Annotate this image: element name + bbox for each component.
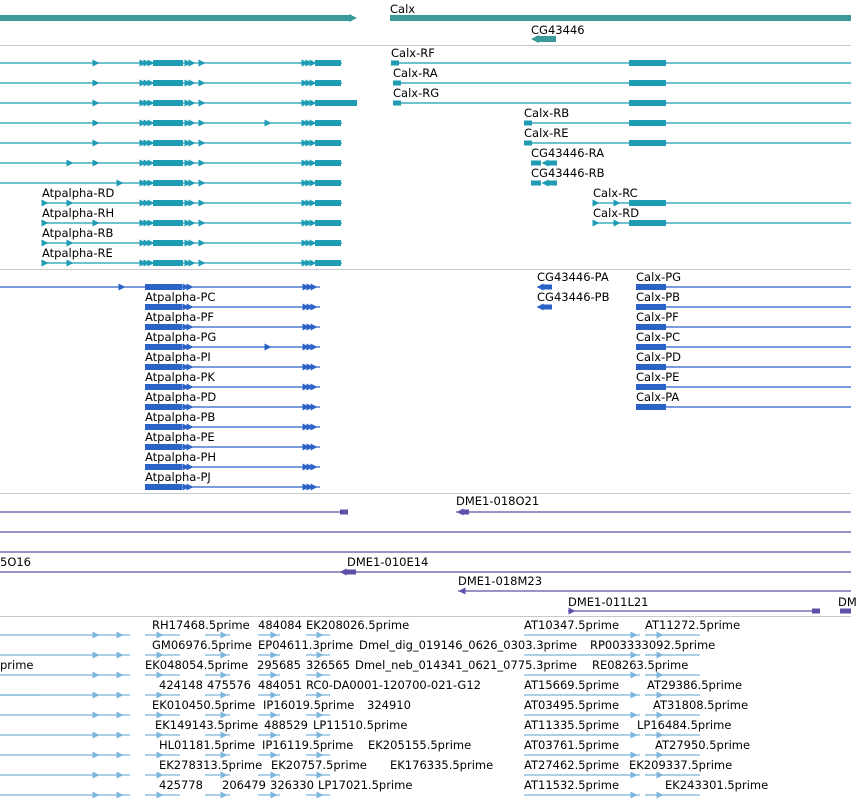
strand-arrow — [42, 260, 49, 267]
strand-arrow — [199, 240, 206, 247]
track-separator — [0, 493, 851, 494]
exon-block — [629, 100, 666, 106]
est-label[interactable]: EK149143.5prime — [155, 718, 259, 732]
est-track — [0, 632, 700, 799]
transcript-label[interactable]: Calx-RA — [393, 66, 438, 80]
est-label[interactable]: EK205155.5prime — [368, 738, 472, 752]
exon-block — [153, 240, 183, 246]
strand-arrow — [117, 792, 124, 799]
est-label[interactable]: LP16484.5prime — [637, 718, 732, 732]
exon-block — [531, 181, 541, 186]
strand-arrow — [631, 792, 638, 799]
strand-arrow — [537, 304, 544, 311]
strand-arrow — [189, 140, 196, 147]
strand-arrow — [93, 80, 100, 87]
exon-block — [153, 80, 183, 86]
strand-arrow — [93, 772, 100, 779]
est-label[interactable]: EK278313.5prime — [159, 758, 263, 772]
est-label[interactable]: 484084 — [258, 618, 302, 632]
cdna-label[interactable]: DME1-011L21 — [568, 595, 649, 609]
transcript-label[interactable]: Calx-RG — [393, 86, 440, 100]
exon-block — [315, 200, 341, 206]
transcript-label[interactable]: CG43446-RA — [531, 146, 605, 160]
strand-arrow — [311, 444, 318, 451]
strand-arrow — [199, 120, 206, 127]
strand-arrow — [199, 100, 206, 107]
strand-arrow — [93, 732, 100, 739]
exon-block — [153, 220, 183, 226]
cdna-label[interactable]: DM — [838, 595, 857, 609]
strand-arrow — [631, 772, 638, 779]
strand-arrow — [311, 404, 318, 411]
protein-label[interactable]: Atpalpha-PE — [145, 430, 215, 444]
est-label[interactable]: 326330 — [270, 778, 314, 792]
est-label[interactable]: IP16119.5prime — [262, 738, 354, 752]
est-label[interactable]: LP17021.5prime — [318, 778, 413, 792]
est-label[interactable]: EK20757.5prime — [271, 758, 367, 772]
protein-label[interactable]: CG43446-PA — [537, 270, 609, 284]
exon-block — [629, 60, 666, 66]
gene-track — [0, 14, 851, 43]
est-label[interactable]: AT27462.5prime — [524, 758, 620, 772]
strand-arrow — [189, 260, 196, 267]
strand-arrow — [119, 284, 126, 291]
transcript-label[interactable]: Atpalpha-RD — [42, 186, 115, 200]
strand-arrow — [117, 752, 124, 759]
exon-block — [524, 121, 532, 126]
strand-arrow — [93, 652, 100, 659]
strand-arrow — [199, 220, 206, 227]
strand-arrow — [93, 692, 100, 699]
strand-arrow — [199, 140, 206, 147]
exon-block — [543, 305, 552, 310]
est-label[interactable]: RH17468.5prime — [152, 618, 250, 632]
est-label[interactable]: AT29386.5prime — [647, 678, 743, 692]
exon-block — [315, 160, 341, 166]
strand-arrow — [349, 14, 357, 22]
protein-label[interactable]: CG43446-PB — [537, 290, 610, 304]
exon-block — [524, 141, 532, 146]
strand-arrow — [189, 220, 196, 227]
strand-arrow — [157, 792, 164, 799]
protein-label[interactable]: Atpalpha-PG — [145, 330, 217, 344]
exon-block — [462, 510, 469, 515]
gene-label-calx[interactable]: Calx — [390, 2, 416, 16]
est-label[interactable]: 206479 — [222, 778, 266, 792]
strand-arrow — [93, 160, 100, 167]
strand-arrow — [93, 792, 100, 799]
strand-arrow — [117, 772, 124, 779]
protein-label[interactable]: Atpalpha-PC — [145, 290, 216, 304]
transcript-label[interactable]: Calx-RD — [593, 206, 640, 220]
transcript-label[interactable]: Atpalpha-RB — [42, 226, 114, 240]
est-label[interactable]: 475576 — [207, 678, 251, 692]
strand-arrow — [189, 120, 196, 127]
est-label[interactable]: prime — [0, 658, 34, 672]
strand-arrow — [189, 80, 196, 87]
strand-arrow — [187, 484, 194, 491]
strand-arrow — [199, 200, 206, 207]
strand-arrow — [189, 100, 196, 107]
exon-block — [629, 220, 666, 226]
cdna-label[interactable]: DME1-018O21 — [456, 494, 540, 508]
exon-block — [0, 15, 352, 21]
exon-block — [315, 60, 341, 66]
exon-block — [315, 80, 341, 86]
exon-block — [315, 220, 341, 226]
exon-block — [636, 404, 666, 410]
strand-arrow — [117, 652, 124, 659]
est-label[interactable]: 295685 — [257, 658, 301, 672]
strand-arrow — [93, 672, 100, 679]
transcript-label[interactable]: Atpalpha-RH — [42, 206, 115, 220]
strand-arrow — [189, 200, 196, 207]
strand-arrow — [199, 60, 206, 67]
est-label[interactable]: Dmel_dig_019146_0626_0303.3prime — [359, 638, 578, 652]
strand-arrow — [93, 100, 100, 107]
strand-arrow — [311, 344, 318, 351]
protein-label[interactable]: Calx-PA — [636, 390, 680, 404]
strand-arrow — [117, 180, 124, 187]
protein-label[interactable]: Atpalpha-PB — [145, 410, 216, 424]
transcript-label[interactable]: CG43446-RB — [531, 166, 605, 180]
cdna-label[interactable]: DME1-018M23 — [458, 574, 543, 588]
strand-arrow — [311, 364, 318, 371]
strand-arrow — [311, 464, 318, 471]
strand-arrow — [265, 344, 272, 351]
est-label[interactable]: EK010450.5prime — [152, 698, 256, 712]
strand-arrow — [67, 160, 74, 167]
strand-arrow — [199, 180, 206, 187]
strand-arrow — [199, 80, 206, 87]
exon-block — [315, 100, 357, 106]
exon-block — [153, 200, 183, 206]
est-label[interactable]: AT03495.5prime — [524, 698, 620, 712]
strand-arrow — [117, 732, 124, 739]
transcript-track-b — [0, 284, 851, 491]
protein-label[interactable]: Calx-PE — [636, 370, 680, 384]
est-label[interactable]: AT11272.5prime — [645, 618, 741, 632]
strand-arrow — [614, 220, 621, 227]
strand-arrow — [311, 284, 318, 291]
strand-arrow — [340, 569, 347, 576]
strand-arrow — [93, 60, 100, 67]
strand-arrow — [189, 160, 196, 167]
exon-block — [340, 510, 348, 515]
gene-label-cg43446[interactable]: CG43446 — [531, 23, 585, 37]
exon-block — [629, 120, 666, 126]
strand-arrow — [311, 424, 318, 431]
protein-label[interactable]: Atpalpha-PD — [145, 390, 217, 404]
strand-arrow — [93, 632, 100, 639]
strand-arrow — [93, 140, 100, 147]
exon-block — [393, 101, 401, 106]
exon-block — [812, 609, 820, 614]
strand-arrow — [93, 752, 100, 759]
transcript-label[interactable]: Calx-RE — [524, 126, 569, 140]
exon-block — [153, 160, 183, 166]
est-label[interactable]: AT03761.5prime — [524, 738, 620, 752]
exon-block — [153, 180, 183, 186]
est-label[interactable]: AT27950.5prime — [655, 738, 751, 752]
est-label[interactable]: 425778 — [159, 778, 203, 792]
exon-block — [547, 161, 557, 166]
est-label[interactable]: 484051 — [258, 678, 302, 692]
exon-block — [145, 484, 182, 490]
protein-label[interactable]: Atpalpha-PJ — [145, 470, 211, 484]
exon-block — [393, 81, 401, 86]
strand-arrow — [271, 792, 278, 799]
exon-block — [390, 15, 851, 21]
protein-label[interactable]: Calx-PD — [636, 350, 682, 364]
exon-block — [629, 80, 666, 86]
exon-block — [315, 260, 341, 266]
strand-arrow — [199, 260, 206, 267]
est-label[interactable]: EK176335.5prime — [390, 758, 494, 772]
exon-block — [543, 285, 552, 290]
protein-label[interactable]: Calx-PC — [636, 330, 681, 344]
exon-block — [153, 120, 183, 126]
strand-arrow — [631, 692, 638, 699]
strand-arrow — [199, 160, 206, 167]
est-label[interactable]: AT11335.5prime — [524, 718, 620, 732]
strand-arrow — [117, 672, 124, 679]
exon-block — [153, 260, 183, 266]
transcript-label[interactable]: Calx-RF — [391, 46, 435, 60]
est-label[interactable]: 324910 — [367, 698, 411, 712]
strand-arrow — [631, 732, 638, 739]
est-label[interactable]: 424148 — [159, 678, 203, 692]
est-label[interactable]: EK048054.5prime — [145, 658, 249, 672]
strand-arrow — [189, 60, 196, 67]
strand-arrow — [311, 324, 318, 331]
strand-arrow — [221, 792, 228, 799]
transcript-label[interactable]: Atpalpha-RE — [42, 246, 113, 260]
strand-arrow — [593, 220, 600, 227]
est-label[interactable]: RP003333092.5prime — [590, 638, 716, 652]
strand-arrow — [657, 792, 664, 799]
est-label[interactable]: LP11510.5prime — [313, 718, 408, 732]
cdna-label[interactable]: 5O16 — [0, 555, 32, 569]
est-label[interactable]: AT31808.5prime — [653, 698, 749, 712]
est-label[interactable]: RC0-DA0001-120700-021-G12 — [306, 678, 481, 692]
exon-block — [840, 609, 851, 614]
track-separator — [0, 269, 851, 270]
est-label[interactable]: EK243301.5prime — [665, 778, 769, 792]
exon-block — [629, 140, 666, 146]
strand-arrow — [189, 240, 196, 247]
strand-arrow — [311, 484, 318, 491]
est-label[interactable]: RE08263.5prime — [592, 658, 689, 672]
cdna-label[interactable]: DME1-010E14 — [347, 555, 429, 569]
protein-label[interactable]: Calx-PF — [636, 310, 679, 324]
strand-arrow — [265, 120, 272, 127]
exon-block — [531, 161, 541, 166]
est-label[interactable]: Dmel_neb_014341_0621_0775.3prime — [355, 658, 577, 672]
strand-arrow — [117, 692, 124, 699]
exon-block — [153, 100, 183, 106]
protein-label[interactable]: Calx-PG — [636, 270, 682, 284]
strand-arrow — [189, 180, 196, 187]
strand-arrow — [311, 304, 318, 311]
transcript-label[interactable]: Calx-RB — [524, 106, 570, 120]
est-label[interactable]: AT11532.5prime — [524, 778, 620, 792]
est-label[interactable]: AT15669.5prime — [524, 678, 620, 692]
strand-arrow — [317, 792, 324, 799]
est-label[interactable]: 326565 — [306, 658, 350, 672]
strand-arrow — [67, 260, 74, 267]
exon-block — [391, 61, 399, 66]
strand-arrow — [117, 712, 124, 719]
est-label[interactable]: GM06976.5prime — [152, 638, 252, 652]
exon-block — [345, 570, 356, 575]
protein-label[interactable]: Atpalpha-PH — [145, 450, 217, 464]
protein-label[interactable]: Calx-PB — [636, 290, 681, 304]
est-label[interactable]: EK209337.5prime — [629, 758, 733, 772]
exon-block — [315, 140, 341, 146]
strand-arrow — [117, 632, 124, 639]
exon-block — [315, 180, 341, 186]
est-label[interactable]: 488529 — [264, 718, 308, 732]
est-label[interactable]: EK208026.5prime — [306, 618, 410, 632]
exon-block — [547, 181, 557, 186]
exon-block — [153, 140, 183, 146]
strand-arrow — [311, 384, 318, 391]
exon-block — [315, 120, 341, 126]
strand-arrow — [93, 120, 100, 127]
est-label[interactable]: IP16019.5prime — [263, 698, 355, 712]
est-label[interactable]: HL01181.5prime — [159, 738, 256, 752]
strand-arrow — [459, 588, 466, 595]
transcript-label[interactable]: Calx-RC — [593, 186, 638, 200]
strand-arrow — [631, 672, 638, 679]
strand-arrow — [657, 772, 664, 779]
track-separator — [0, 616, 851, 617]
protein-label[interactable]: Atpalpha-PF — [145, 310, 215, 324]
protein-label[interactable]: Atpalpha-PK — [145, 370, 215, 384]
est-label[interactable]: AT10347.5prime — [524, 618, 620, 632]
protein-label[interactable]: Atpalpha-PI — [145, 350, 211, 364]
exon-block — [315, 240, 341, 246]
exon-block — [153, 60, 183, 66]
strand-arrow — [93, 712, 100, 719]
est-label[interactable]: EP04611.3prime — [258, 638, 354, 652]
